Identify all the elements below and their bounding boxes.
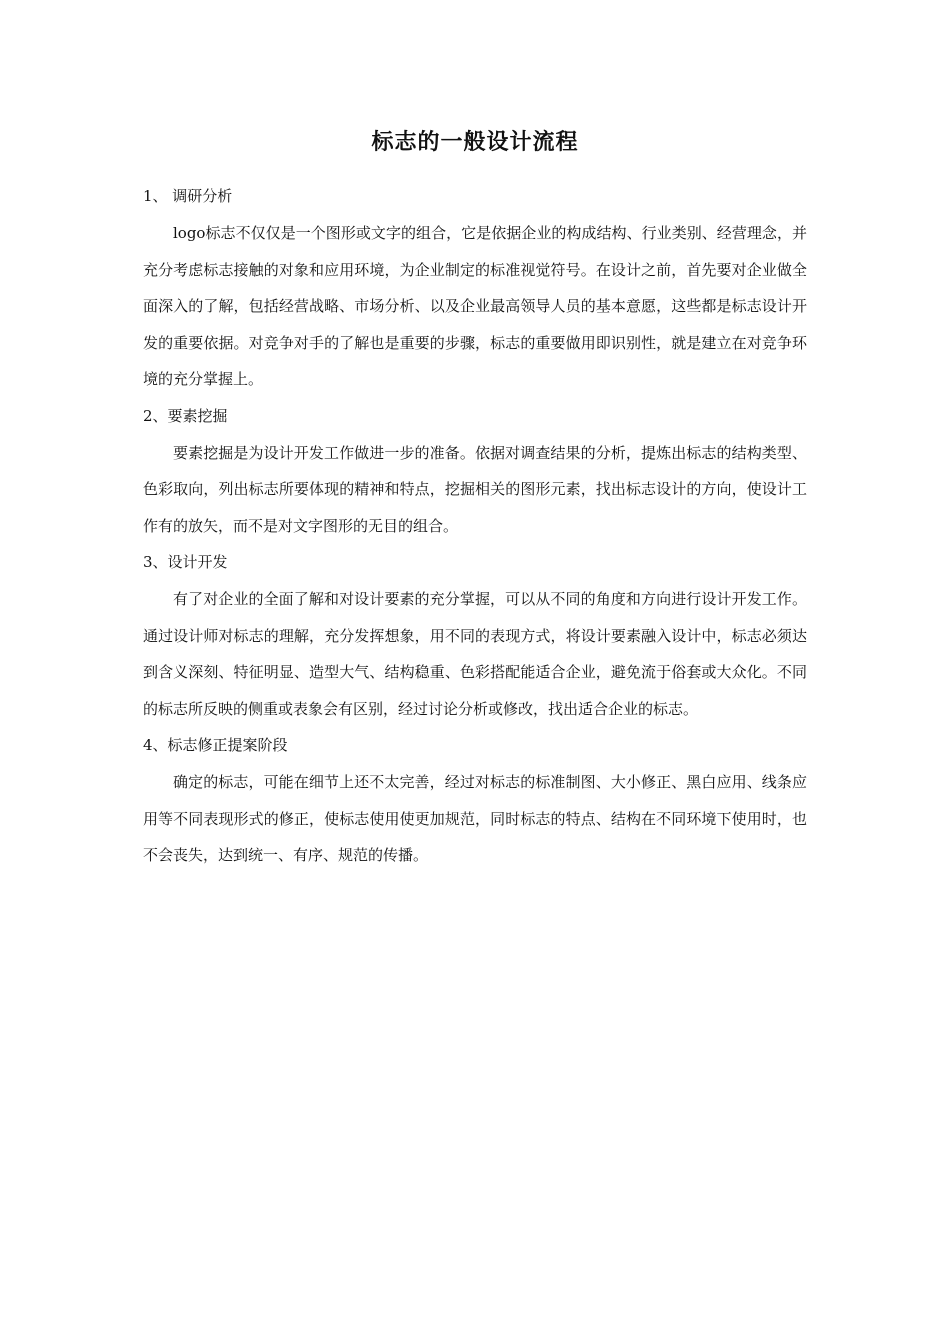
section-heading: 4、标志修正提案阶段	[143, 736, 288, 754]
section-heading: 3、设计开发	[143, 553, 228, 571]
section-paragraph: 有了对企业的全面了解和对设计要素的充分掌握，可以从不同的角度和方向进行设计开发工作。通过设计师对标志的理解，充分发挥想象，用不同的表现方式，将设计要素融入设计中，标志必须达到含义深刻、特征明显、造型大气、结构稳重、色彩搭配能适合企业，避免流于俗套或大众化。不同的标志所反映的侧重或表象会有区别，经过讨论分析或修改，找出适合企业的标志。	[143, 590, 807, 718]
section-heading: 1、 调研分析	[143, 187, 233, 205]
section-paragraph: 要素挖掘是为设计开发工作做进一步的准备。依据对调查结果的分析，提炼出标志的结构类型、色彩取向，列出标志所要体现的精神和特点，挖掘相关的图形元素，找出标志设计的方向，使设计工作有的放矢，而不是对文字图形的无目的组合。	[143, 443, 807, 535]
section-heading: 2、要素挖掘	[143, 406, 228, 425]
section-paragraph: logo标志不仅仅是一个图形或文字的组合，它是依据企业的构成结构、行业类别、经营理念，并充分考虑标志接触的对象和应用环境，为企业制定的标准视觉符号。在设计之前，首先要对企业做全面深入的了解，包括经营战略、市场分析、以及企业最高领导人员的基本意愿，这些都是标志设计开发的重要依据。对竞争对手的了解也是重要的步骤，标志的重要做用即识别性，就是建立在对竞争环境的充分掌握上。	[143, 224, 807, 388]
page-title: 标志的一般设计流程	[371, 130, 579, 155]
section-element-mining	[143, 398, 807, 545]
section-paragraph: 确定的标志，可能在细节上还不太完善，经过对标志的标准制图、大小修正、黑白应用、线条应用等不同表现形式的修正，使标志使用使更加规范，同时标志的特点、结构在不同环境下使用时，也不会丧失，达到统一、有序、规范的传播。	[143, 773, 807, 864]
section-design-development	[143, 544, 807, 727]
section-research-analysis	[143, 178, 807, 398]
document-body	[143, 178, 807, 874]
section-logo-revision-proposal	[143, 727, 807, 874]
